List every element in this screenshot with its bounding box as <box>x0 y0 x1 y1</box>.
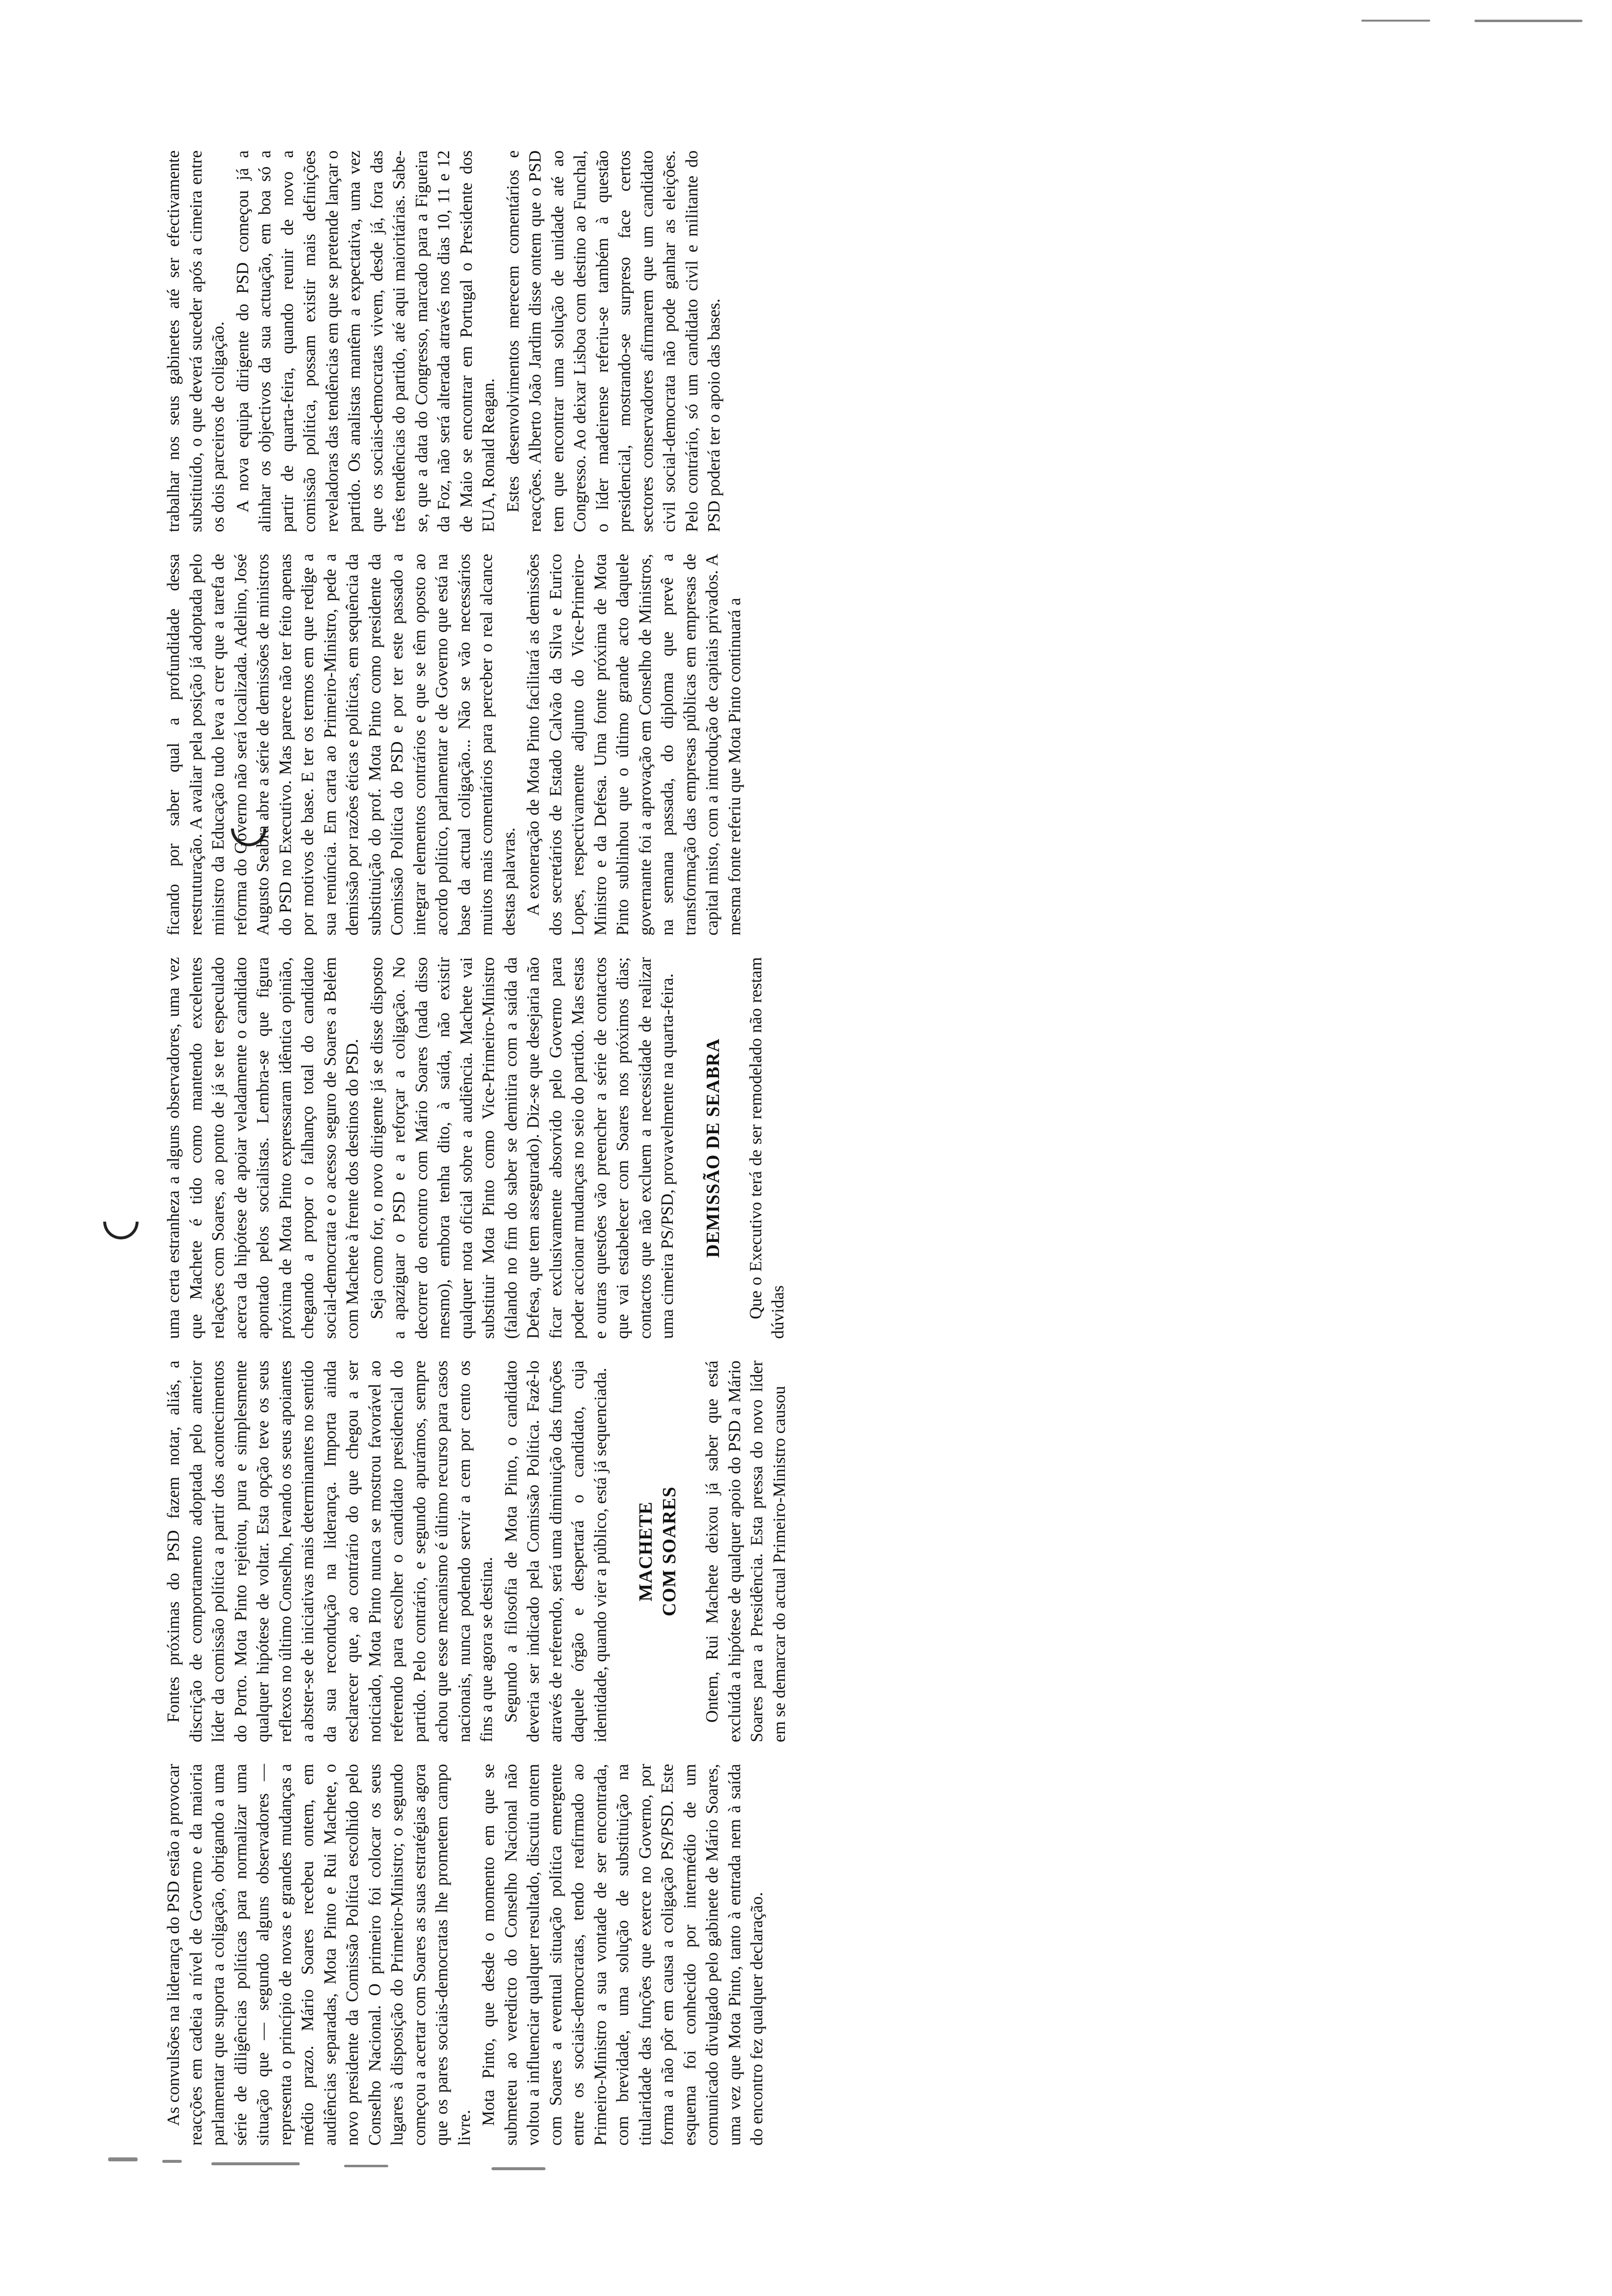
article-column-3 <box>162 957 1450 1339</box>
article-column-5 <box>162 150 1450 532</box>
newspaper-article <box>103 91 1509 2205</box>
article-column-2 <box>162 1360 1450 1742</box>
article-paragraph: A nova equipa dirigente do PSD começou já a alinhar os objectivos da sua actuação, em boa só a partir de quarta-feira, quando reunir de novo a comissão política, possam existir mais definições reveladoras das tendências em que se pretende lançar o partido. Os analistas mantêm a expectativa, uma vez que os sociais-democratas vivem, desde já, fora das três tendências do partido, até aqui maioritárias. Sabe-se, que a data do Congresso, marcado para a Figueira da Foz, não será alterada através nos dias 10, 11 e 12 de Maio se encontrar em Portugal o Presidente dos EUA, Ronald Reagan. <box>232 150 498 532</box>
article-paragraph: ficando por saber qual a profundidade dessa reestruturação. A avaliar pela posição já adoptada pelo ministro da Educação tudo leva a crer que a tarefa de reforma do Governo não será localizada. Adelino, José Augusto Seabra abre a série de demissões de ministros do PSD no Executivo. Mas parece não ter feito apenas por motivos de base. E ter os termos em que redige a sua renúncia. Em carta ao Primeiro-Ministro, pede a demissão por razões éticas e políticas, em sequência da substituição do prof. Mota Pinto como presidente da Comissão Política do PSD e por ter este passado a integrar elementos contrários e que se têm oposto ao acordo político, parlamentar e de Governo que está na base da actual coligação... Não se vão necessários muitos mais comentários para perceber o real alcance destas palavras. <box>164 553 518 936</box>
article-paragraph: trabalhar nos seus gabinetes até ser efectivamente substituído, o que deverá suceder após a cimeira entre os dois parceiros de coligação. <box>164 150 228 532</box>
article-paragraph: uma certa estranheza a alguns observadores, uma vez que Machete é tido como mantendo excelentes relações com Soares, ao ponto de já se ter especulado acerca da hipótese de apoiar veladamente o candidato apontado pelos socialistas. Lembra-se que figura próxima de Mota Pinto expressaram idêntica opinião, chegando a propor o falhanço total do candidato social-democrata e o acesso seguro de Soares a Belém com Machete à frente dos destinos do PSD. <box>164 957 362 1339</box>
article-paragraph: Fontes próximas do PSD fazem notar, aliás, a discrição de comportamento adoptada pelo anterior líder da comissão política a partir dos acontecimentos do Porto. Mota Pinto rejeitou, pura e simplesmente qualquer hipótese de voltar. Esta opção teve os seus reflexos no último Conselho, levando os seus apoiantes a abster-se de iniciativas mais determinantes no sentido da sua recondução na liderança. Importa ainda esclarecer que, ao contrário do que chegou a ser noticiado, Mota Pinto nunca se mostrou favorável ao referendo para escolher o candidato presidencial do partido. Pelo contrário, e segundo apurámos, sempre achou que esse mecanismo é último recurso para casos nacionais, nunca podendo servir a cem por cento os fins a que agora se destina. <box>164 1360 496 1743</box>
scan-noise-mark <box>1361 20 1430 22</box>
article-paragraph: A exoneração de Mota Pinto facilitará as demissões dos secretários de Estado Calvão da Silva e Eurico Lopes, respectivamente adjunto do Vice-Primeiro-Ministro e da Defesa. Uma fonte próxima de Mota Pinto sublinhou que o último grande acto daquele governante foi a aprovação em Conselho de Ministros, na semana passada, do diploma que prevê a transformação das empresas públicas em empresas de capital misto, com a introdução de capitais privados. A mesma fonte referiu que Mota Pinto continuará a <box>523 553 744 936</box>
article-paragraph: Mota Pinto, que desde o momento em que se submeteu ao veredicto do Conselho Nacional não voltou a influenciar qualquer resultado, discutiu ontem com Soares a eventual situação política emergente entre os sociais-democratas, tendo reafirmado ao Primeiro-Ministro a sua vontade de ser encontrada, com brevidade, uma solução de substituição na titularidade das funções que exerce no Governo, por forma a não pôr em causa a coligação PS/PSD. Este esquema foi conhecido por intermédio de um comunicado divulgado pelo gabinete de Mário Soares, uma vez que Mota Pinto, tanto à entrada nem à saída do encontro fez qualquer declaração. <box>479 1764 766 2146</box>
section-heading-line: MACHETE <box>635 1501 656 1602</box>
article-paragraph: Que o Executivo terá de ser remodelado não restam dúvidas <box>746 957 787 1339</box>
article-column-1 <box>162 1764 1450 2146</box>
article-paragraph: As convulsões na liderança do PSD estão a provocar reacções em cadeia a nível de Governo e da maioria parlamentar que suporta a coligação, obrigando a uma série de diligências políticas para normalizar uma situação que — segundo alguns observadores — representa o princípio de novas e grandes mudanças a médio prazo. Mário Soares recebeu ontem, em audiências separadas, Mota Pinto e Rui Machete, o novo presidente da Comissão Política escolhido pelo Conselho Nacional. O primeiro foi colocar os seus lugares à disposição do Primeiro-Ministro; o segundo começou a acertar com Soares as suas estratégias agora que os pares sociais-democratas lhe prometem campo livre. <box>164 1764 474 2146</box>
article-column-4 <box>162 554 1450 936</box>
section-heading <box>701 957 725 1339</box>
article-paragraph: Ontem, Rui Machete deixou já saber que está excluída a hipótese de qualquer apoio do PSD a Mário Soares para a Presidência. Esta pressa do novo líder em se demarcar do actual Primeiro-Ministro causou <box>702 1360 789 1743</box>
section-heading-line: COM SOARES <box>659 1486 680 1617</box>
section-heading <box>634 1360 681 1742</box>
article-paragraph: Seja como for, o novo dirigente já se disse disposto a apaziguar o PSD e a reforçar a coligação. No decorrer do encontro com Mário Soares (nada disso mesmo), embora tenha dito, à saída, não existir qualquer nota oficial sobre a audiência. Machete vai substituir Mota Pinto como Vice-Primeiro-Ministro (falando no fim do saber se demitira com a saída da Defesa, que tem assegurado). Diz-se que desejaria não ficar exclusivamente absorvido pelo Governo para poder accionar mudanças no seio do partido. Mas estas e outras questões vão preencher a série de contactos que vai estabelecer com Soares nos próximos dias; contactos que não excluem a necessidade de realizar uma cimeira PS/PSD, provavelmente na quarta-feira. <box>367 957 677 1339</box>
article-paragraph: Estes desenvolvimentos merecem comentários e reacções. Alberto João Jardim disse ontem que o PSD tem que encontrar uma solução de unidade até ao Congresso. Ao deixar Lisboa com destino ao Funchal, o líder madeirense referiu-se também à questão presidencial, mostrando-se surpreso face certos sectores conservadores afirmarem que um candidato civil social-democrata não pode ganhar as eleições. Pelo contrário, só um candidato civil e militante do PSD poderá ter o apoio das bases. <box>503 150 723 532</box>
section-heading-line: DEMISSÃO DE SEABRA <box>702 1038 723 1258</box>
scan-noise-mark <box>1474 20 1583 22</box>
article-paragraph: Segundo a filosofia de Mota Pinto, o candidato deveria ser indicado pela Comissão Política. Fazê-lo através de referendo, será uma diminuição das funções daquele órgão e despertará o candidato, cuja identidade, quando vier a público, está já sequenciada. <box>501 1360 610 1743</box>
